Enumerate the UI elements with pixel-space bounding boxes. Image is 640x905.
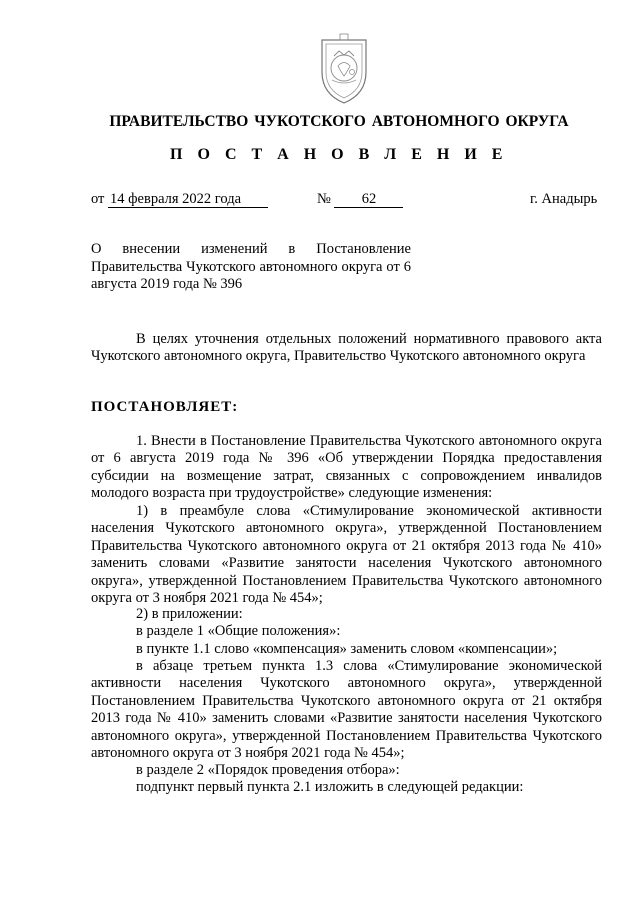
- city: г. Анадырь: [530, 191, 598, 207]
- item-1-1: в пункте 1.1 слово «компенсация» заменить словом «компенсации»;: [136, 641, 558, 657]
- date-line: [91, 191, 268, 208]
- document-type-heading: П О С Т А Н О В Л Е Н И Е: [170, 146, 508, 163]
- document-date: 14 февраля 2022 года: [108, 192, 268, 208]
- document-number: 62: [334, 192, 403, 208]
- date-prefix: от: [91, 191, 105, 207]
- paragraph-1-1: 1) в преамбуле слова «Стимулирование экономической активности населения Чукотского автономного округа», утвержденной Постановлением Правительства Чукотского автономного округа от 21 октября 2013 года № 410» заменить словами «Развитие занятости населения Чукотского автономного округа», утвержденной Постановлением Правительства Чукотского автономного округа от 3 ноября 2021 года № 454»;: [91, 503, 602, 607]
- coat-of-arms-icon: [312, 32, 376, 106]
- number-line: [317, 191, 403, 208]
- preamble: В целях уточнения отдельных положений нормативного правового акта Чукотского автономного округа, Правительство Чукотского автономного округа: [91, 331, 602, 365]
- section-1-line: в разделе 1 «Общие положения»:: [136, 623, 341, 639]
- number-sign: №: [317, 191, 331, 207]
- item-2-1: подпункт первый пункта 2.1 изложить в следующей редакции:: [136, 779, 524, 795]
- organization-title: ПРАВИТЕЛЬСТВО ЧУКОТСКОГО АВТОНОМНОГО ОКРУГА: [109, 113, 569, 130]
- item-1-3: в абзаце третьем пункта 1.3 слова «Стимулирование экономической активности населения Чукотского автономного округа», утвержденной Постановлением Правительства Чукотского автономного округа от 21 октября 2013 года № 410» заменить словами «Развитие занятости населения Чукотского автономного округа», утвержденной Постановлением Правительства Чукотского автономного округа от 3 ноября 2021 года № 454»;: [91, 658, 602, 762]
- document-subject: О внесении изменений в Постановление Правительства Чукотского автономного округа от 6 августа 2019 года № 396: [91, 241, 411, 292]
- paragraph-1-2: 2) в приложении:: [136, 606, 243, 622]
- decree-word: ПОСТАНОВЛЯЕТ:: [91, 399, 239, 415]
- paragraph-1: 1. Внести в Постановление Правительства Чукотского автономного округа от 6 августа 2019 года № 396 «Об утверждении Порядка предоставления субсидии на возмещение затрат, связанных с сопровождением инвалидов молодого возраста при трудоустройстве» следующие изменения:: [91, 433, 602, 502]
- section-2-line: в разделе 2 «Порядок проведения отбора»:: [136, 762, 400, 778]
